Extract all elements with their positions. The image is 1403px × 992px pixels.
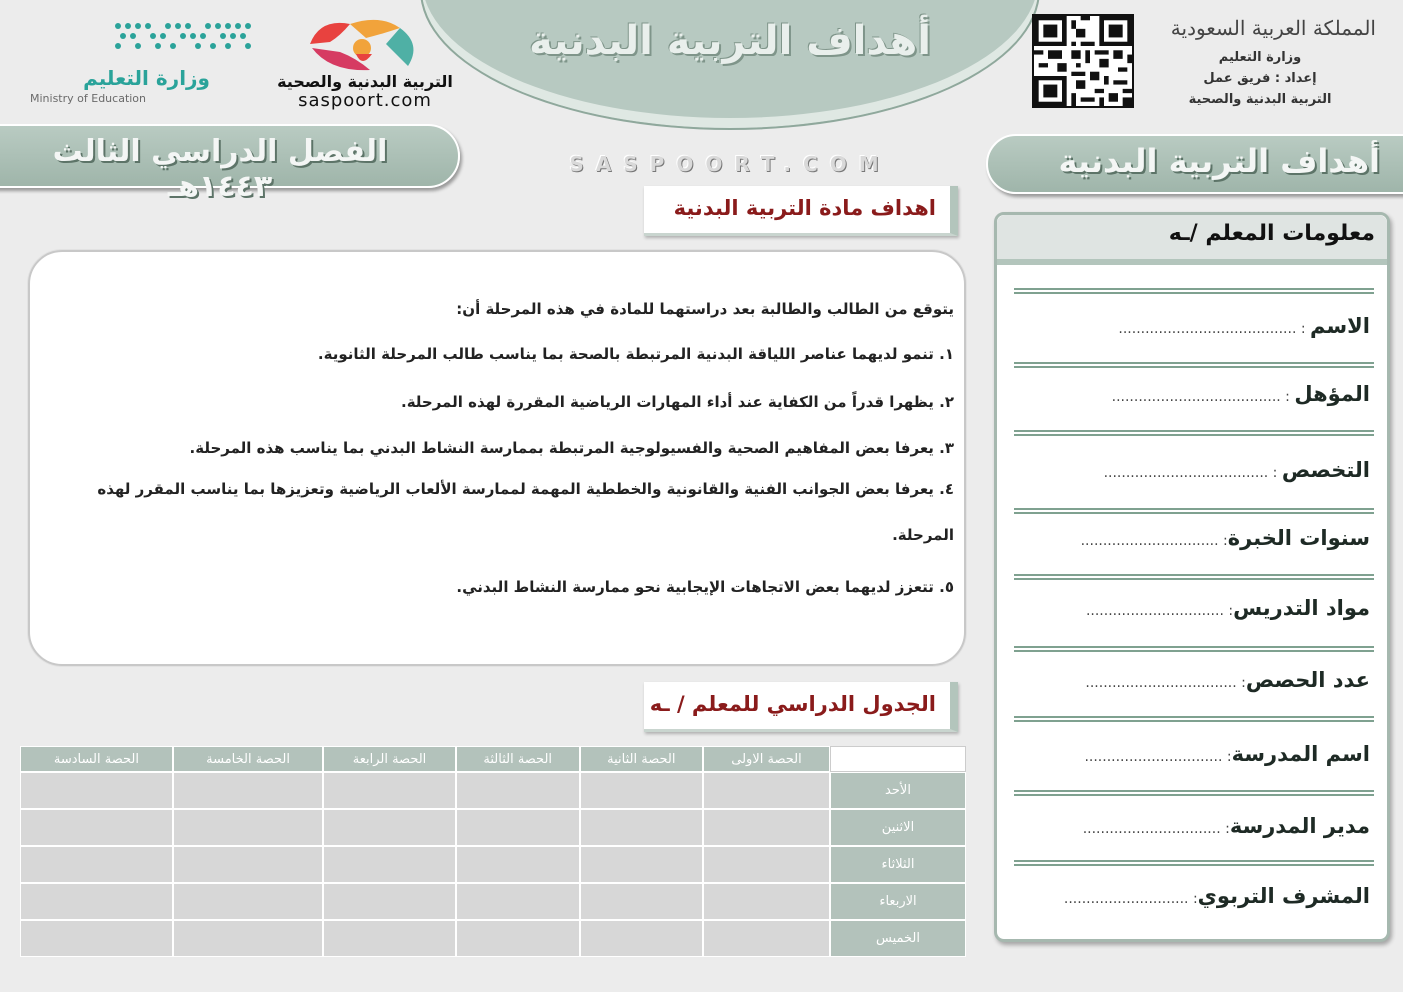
schedule-cell[interactable] xyxy=(580,883,703,920)
schedule-cell[interactable] xyxy=(20,772,173,809)
day-label: الثلاثاء xyxy=(830,846,966,883)
saspoort-logo-icon xyxy=(300,14,424,76)
day-label: الأحد xyxy=(830,772,966,809)
schedule-header-row xyxy=(20,746,966,772)
schedule-cell[interactable] xyxy=(20,809,173,846)
section-title: أهداف التربية البدنية xyxy=(1058,142,1380,180)
schedule-cell[interactable] xyxy=(456,883,580,920)
field-value[interactable]: .................................. xyxy=(1085,675,1237,691)
goals-heading: اهداف مادة التربية البدنية xyxy=(644,186,958,236)
table-row xyxy=(20,772,966,809)
field-label: مواد التدريس xyxy=(1233,596,1370,620)
moe-english-name: Ministry of Education xyxy=(30,92,147,105)
schedule-cell[interactable] xyxy=(703,809,830,846)
table-row xyxy=(20,883,966,920)
field-experience xyxy=(1010,526,1370,550)
schedule-cell[interactable] xyxy=(173,772,323,809)
table-row xyxy=(20,809,966,846)
field-label: سنوات الخبرة xyxy=(1227,526,1370,550)
field-label: مدير المدرسة xyxy=(1229,814,1370,838)
field-separator: : xyxy=(1296,321,1311,337)
divider xyxy=(1014,860,1374,866)
field-separator: : xyxy=(1222,749,1232,765)
schedule-cell[interactable] xyxy=(456,846,580,883)
field-separator: : xyxy=(1223,603,1234,619)
prepared-by: إعداد : فريق عمل xyxy=(1203,71,1317,86)
schedule-cell[interactable] xyxy=(173,846,323,883)
day-label: الاربعاء xyxy=(830,883,966,920)
field-specialization xyxy=(1010,458,1370,482)
schedule-cell[interactable] xyxy=(456,920,580,957)
watermark: SASPOORT.COM xyxy=(569,152,891,176)
field-value[interactable]: ............................... xyxy=(1085,603,1224,619)
divider xyxy=(1014,716,1374,722)
goals-intro: يتوقع من الطالب والطالبة بعد دراستهما للمادة في هذه المرحلة أن: xyxy=(456,300,954,318)
schedule-corner-cell xyxy=(830,746,966,772)
divider xyxy=(1014,362,1374,368)
table-row xyxy=(20,920,966,957)
divider xyxy=(1014,646,1374,652)
field-name xyxy=(1010,314,1370,338)
schedule-cell[interactable] xyxy=(20,920,173,957)
period-header: الحصة السادسة xyxy=(20,746,173,772)
schedule-cell[interactable] xyxy=(323,883,456,920)
table-row xyxy=(20,846,966,883)
divider xyxy=(1014,430,1374,436)
ministry-name: وزارة التعليم xyxy=(1218,50,1302,65)
field-value[interactable]: ...................................... xyxy=(1111,389,1281,405)
schedule-cell[interactable] xyxy=(580,920,703,957)
field-value[interactable]: ............................... xyxy=(1080,533,1219,549)
schedule-cell[interactable] xyxy=(580,846,703,883)
schedule-cell[interactable] xyxy=(20,846,173,883)
goal-item: ٥. تتعزز لديهما بعض الاتجاهات الإيجابية نحو ممارسة النشاط البدني. xyxy=(456,578,954,596)
goal-item: ٣. يعرفا بعض المفاهيم الصحية والفسيولوجية المرتبطة بممارسة النشاط البدني بما يناسب هذه المرحلة. xyxy=(189,439,954,457)
divider xyxy=(1014,508,1374,514)
field-principal xyxy=(1010,814,1370,838)
schedule-cell[interactable] xyxy=(323,920,456,957)
schedule-cell[interactable] xyxy=(323,809,456,846)
goal-item: ١. تنمو لديهما عناصر اللياقة البدنية المرتبطة بالصحة بما يناسب طالب المرحلة الثانوية. xyxy=(317,345,954,363)
field-label: عدد الحصص xyxy=(1245,668,1370,692)
field-qualification xyxy=(1010,382,1370,406)
schedule-cell[interactable] xyxy=(323,846,456,883)
field-value[interactable]: ..................................... xyxy=(1103,465,1269,481)
field-supervisor xyxy=(1010,884,1370,908)
schedule-cell[interactable] xyxy=(703,920,830,957)
qr-code-icon xyxy=(1032,14,1134,108)
saspoort-url: saspoort.com xyxy=(298,90,432,111)
field-subjects xyxy=(1010,596,1370,620)
schedule-cell[interactable] xyxy=(173,883,323,920)
field-separator: : xyxy=(1268,465,1282,481)
moe-arabic-name: وزارة التعليم xyxy=(83,66,210,90)
schedule-cell[interactable] xyxy=(173,920,323,957)
period-header: الحصة الثالثة xyxy=(456,746,580,772)
field-label: المشرف التربوي xyxy=(1197,884,1370,908)
schedule-cell[interactable] xyxy=(703,846,830,883)
schedule-cell[interactable] xyxy=(580,772,703,809)
field-label: التخصص xyxy=(1281,458,1370,482)
kingdom-name: المملكة العربية السعودية xyxy=(1170,16,1376,40)
goal-item: ٢. يظهرا قدراً من الكفاية عند أداء المهارات الرياضية المقررة لهذه المرحلة. xyxy=(401,393,954,411)
field-separator: : xyxy=(1188,891,1198,907)
field-separator: : xyxy=(1220,821,1230,837)
schedule-cell[interactable] xyxy=(580,809,703,846)
schedule-cell[interactable] xyxy=(456,772,580,809)
schedule-table xyxy=(20,746,966,957)
field-school-name xyxy=(1010,742,1370,766)
field-separator: : xyxy=(1280,389,1295,405)
teacher-info-heading: معلومات المعلم /ـه xyxy=(997,215,1387,265)
semester-title: الفصل الدراسي الثالث ١٤٤٣هـ xyxy=(52,134,388,204)
team-name: التربية البدنية والصحية xyxy=(1188,92,1332,107)
schedule-cell[interactable] xyxy=(456,809,580,846)
divider xyxy=(1014,288,1374,294)
period-header: الحصة الخامسة xyxy=(173,746,323,772)
field-separator: : xyxy=(1218,533,1228,549)
day-label: الاثنين xyxy=(830,809,966,846)
field-value[interactable]: ............................... xyxy=(1084,749,1223,765)
period-header: الحصة الاولى xyxy=(703,746,830,772)
schedule-cell[interactable] xyxy=(20,883,173,920)
field-value[interactable]: ............................ xyxy=(1063,891,1189,907)
goal-item: ٤. يعرفا بعض الجوانب الفنية والقانونية والخططية المهمة لممارسة الألعاب الرياضية وتعزيزها بما يناسب المقرر لهذه المرحلة. xyxy=(97,480,954,544)
divider xyxy=(1014,574,1374,580)
page-title: أهداف التربية البدنية xyxy=(529,18,931,64)
period-header: الحصة الثانية xyxy=(580,746,703,772)
schedule-cell[interactable] xyxy=(703,772,830,809)
field-label: الاسم xyxy=(1310,314,1370,338)
schedule-cell[interactable] xyxy=(173,809,323,846)
divider xyxy=(1014,790,1374,796)
field-label: اسم المدرسة xyxy=(1231,742,1370,766)
field-value[interactable]: ............................... xyxy=(1082,821,1221,837)
field-label: المؤهل xyxy=(1294,382,1370,406)
saspoort-arabic-name: التربية البدنية والصحية xyxy=(277,72,453,91)
schedule-heading: الجدول الدراسي للمعلم / ـه xyxy=(644,682,958,732)
moe-logo-icon xyxy=(108,20,258,52)
schedule-cell[interactable] xyxy=(703,883,830,920)
day-label: الخميس xyxy=(830,920,966,957)
field-value[interactable]: ........................................ xyxy=(1118,321,1297,337)
period-header: الحصة الرابعة xyxy=(323,746,456,772)
field-separator: : xyxy=(1236,675,1246,691)
field-periods-count xyxy=(1010,668,1370,692)
schedule-cell[interactable] xyxy=(323,772,456,809)
